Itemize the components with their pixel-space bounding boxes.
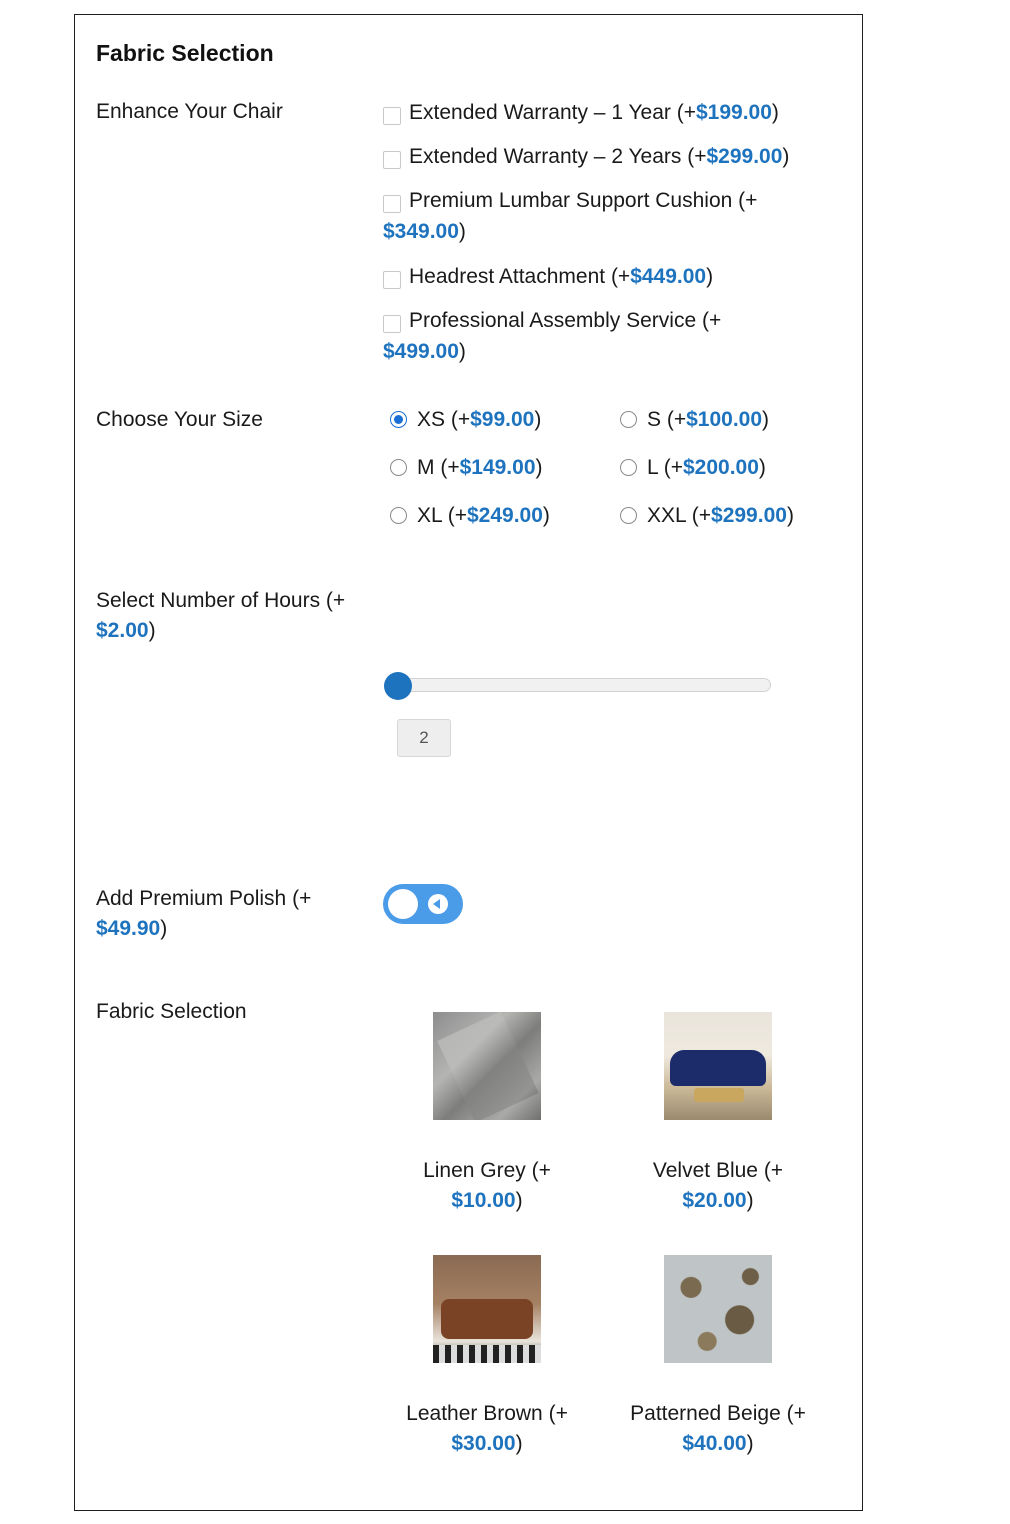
fabric-label: Fabric Selection <box>96 1000 247 1023</box>
polish-label <box>96 884 366 944</box>
option-price: $349.00 <box>383 220 459 243</box>
option-price: $299.00 <box>711 504 787 527</box>
option-price: $199.00 <box>695 101 772 124</box>
option-close: ) <box>542 504 550 527</box>
fabric-caption <box>387 1399 587 1459</box>
fabric-caption <box>618 1399 818 1459</box>
velvet-blue-sofa-image[interactable] <box>664 1012 772 1120</box>
radio-button[interactable] <box>390 507 407 524</box>
addon-option-warranty-1yr[interactable] <box>383 97 823 128</box>
option-close: ) <box>706 265 714 288</box>
option-price: $449.00 <box>630 265 707 288</box>
option-close: ) <box>786 504 794 527</box>
checkbox[interactable] <box>383 195 401 213</box>
option-price: $249.00 <box>467 504 543 527</box>
option-close: ) <box>458 340 466 363</box>
size-label: Choose Your Size <box>96 408 263 431</box>
option-text: Headrest Attachment (+ <box>409 265 631 288</box>
hours-label-close: ) <box>148 619 156 642</box>
polish-label-text: Add Premium Polish (+ <box>96 887 312 910</box>
option-text: L (+ <box>647 456 683 479</box>
option-close: ) <box>535 456 543 479</box>
option-text: S (+ <box>647 408 687 431</box>
size-option-xxl[interactable] <box>620 501 794 531</box>
fabric-name: Patterned Beige (+ <box>630 1402 806 1425</box>
hours-price: $2.00 <box>96 619 149 642</box>
option-text: M (+ <box>417 456 460 479</box>
hours-label <box>96 586 366 646</box>
fabric-caption <box>618 1156 818 1216</box>
option-price: $99.00 <box>470 408 535 431</box>
product-options-panel <box>74 14 863 1511</box>
option-text: Professional Assembly Service (+ <box>409 309 722 332</box>
size-option-m[interactable] <box>390 453 543 483</box>
radio-button[interactable] <box>620 507 637 524</box>
fabric-name: Velvet Blue (+ <box>652 1159 784 1182</box>
option-text: XL (+ <box>417 504 467 527</box>
checkbox[interactable] <box>383 271 401 289</box>
fabric-close: ) <box>515 1432 523 1455</box>
option-price: $499.00 <box>383 340 459 363</box>
checkbox[interactable] <box>383 107 401 125</box>
polish-toggle-switch[interactable] <box>383 884 463 924</box>
option-text: XS (+ <box>417 408 471 431</box>
toggle-knob <box>388 889 418 919</box>
hours-value-display: 2 <box>397 719 451 757</box>
option-close: ) <box>458 220 466 243</box>
option-close: ) <box>534 408 542 431</box>
fabric-option-patterned-beige[interactable] <box>618 1255 818 1459</box>
fabric-close: ) <box>515 1189 523 1212</box>
polish-price: $49.90 <box>96 917 161 940</box>
addon-option-lumbar-cushion[interactable] <box>383 185 783 247</box>
option-text: Extended Warranty – 1 Year (+ <box>409 101 696 124</box>
addon-option-headrest[interactable] <box>383 261 823 292</box>
fabric-option-linen-grey[interactable] <box>387 1012 587 1216</box>
option-text: Premium Lumbar Support Cushion (+ <box>409 189 758 212</box>
linen-grey-swatch-image[interactable] <box>433 1012 541 1120</box>
radio-button[interactable] <box>390 459 407 476</box>
option-close: ) <box>771 101 779 124</box>
section-title: Fabric Selection <box>96 40 274 66</box>
checkbox[interactable] <box>383 315 401 333</box>
size-option-xl[interactable] <box>390 501 550 531</box>
fabric-price: $10.00 <box>451 1189 516 1212</box>
size-option-l[interactable] <box>620 453 766 483</box>
addon-option-assembly[interactable] <box>383 305 783 367</box>
patterned-beige-swatch-image[interactable] <box>664 1255 772 1363</box>
option-close: ) <box>758 456 766 479</box>
radio-button[interactable] <box>390 411 407 428</box>
fabric-close: ) <box>746 1189 754 1212</box>
hours-slider-track[interactable] <box>385 678 771 692</box>
option-close: ) <box>782 145 790 168</box>
hours-slider-handle[interactable] <box>384 672 412 700</box>
option-close: ) <box>762 408 770 431</box>
option-price: $299.00 <box>706 145 783 168</box>
fabric-name: Linen Grey (+ <box>423 1159 551 1182</box>
fabric-price: $20.00 <box>682 1189 747 1212</box>
leather-brown-sofa-image[interactable] <box>433 1255 541 1363</box>
option-text: Extended Warranty – 2 Years (+ <box>409 145 707 168</box>
addon-option-warranty-2yr[interactable] <box>383 141 823 172</box>
size-option-s[interactable] <box>620 405 769 435</box>
fabric-option-velvet-blue[interactable] <box>618 1012 818 1216</box>
fabric-option-leather-brown[interactable] <box>387 1255 587 1459</box>
checkbox[interactable] <box>383 151 401 169</box>
fabric-caption <box>387 1156 587 1216</box>
fabric-name: Leather Brown (+ <box>406 1402 568 1425</box>
size-option-xs[interactable] <box>390 405 541 435</box>
radio-button[interactable] <box>620 459 637 476</box>
hours-label-text: Select Number of Hours (+ <box>96 589 346 612</box>
fabric-close: ) <box>746 1432 754 1455</box>
fabric-price: $30.00 <box>451 1432 516 1455</box>
option-price: $100.00 <box>686 408 763 431</box>
toggle-arrow-icon <box>428 894 448 914</box>
radio-button[interactable] <box>620 411 637 428</box>
enhance-label: Enhance Your Chair <box>96 100 283 123</box>
option-text: XXL (+ <box>647 504 712 527</box>
polish-label-close: ) <box>160 917 168 940</box>
option-price: $149.00 <box>459 456 536 479</box>
option-price: $200.00 <box>683 456 759 479</box>
fabric-price: $40.00 <box>682 1432 747 1455</box>
